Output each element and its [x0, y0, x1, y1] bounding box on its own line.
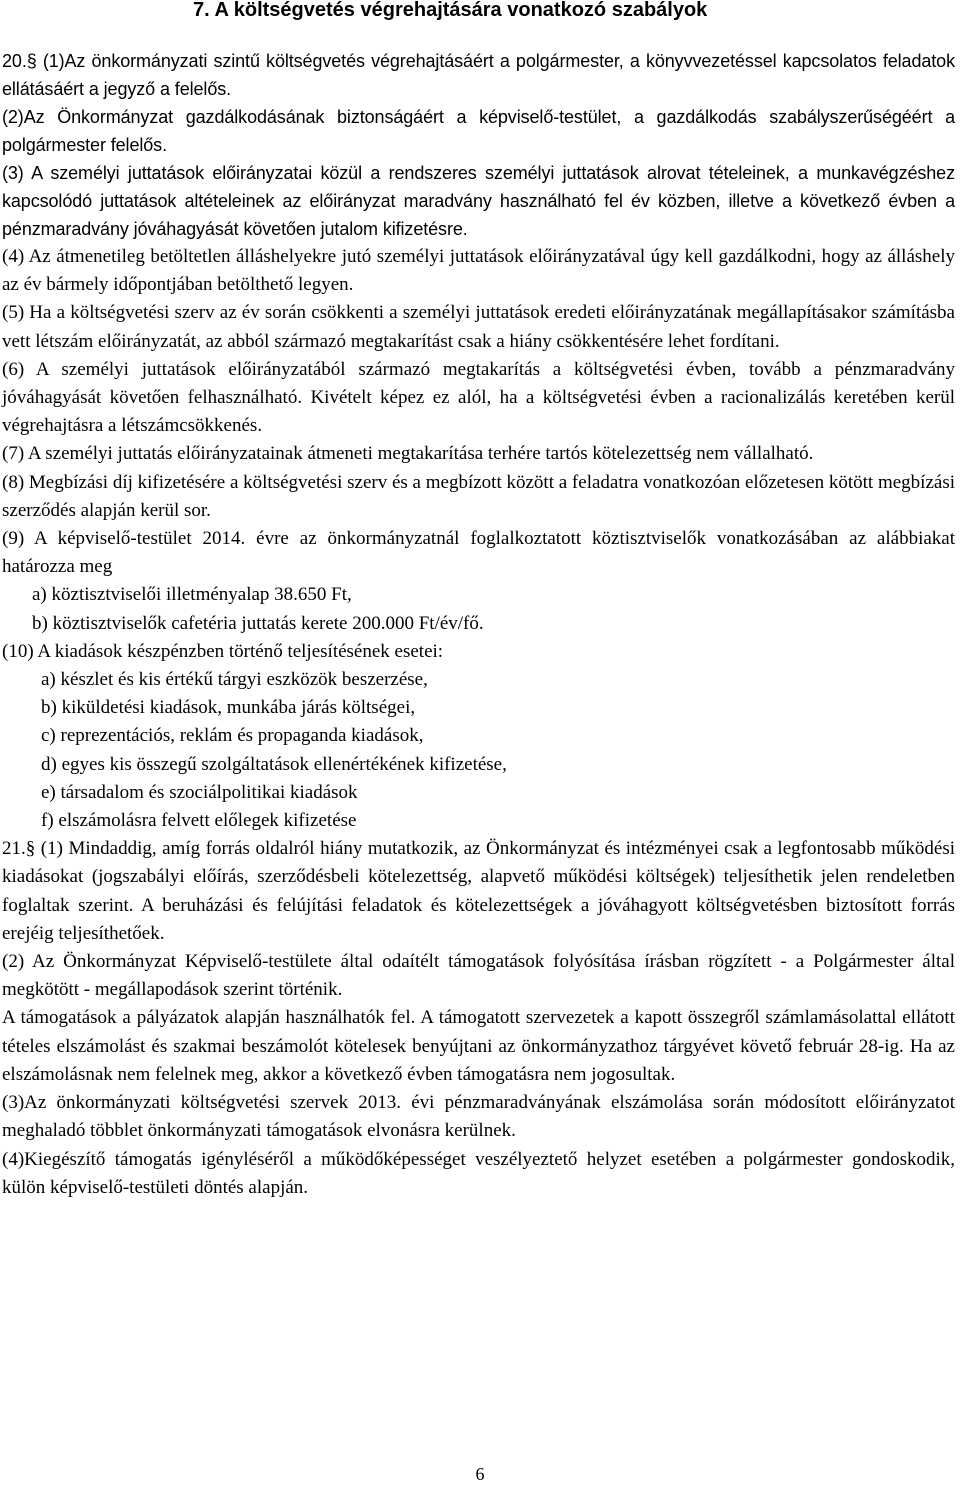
document-body	[2, 47, 955, 1202]
paragraph-21-1: 21.§ (1) Mindaddig, amíg forrás oldalról hiány mutatkozik, az Önkormányzat és intézményei csak a legfontosabb működési kiadásokat (jogszabályi előírás, szerződésbeli kötelezettség, alapvető működési költségek) teljesíthetik jelen rendeletben foglaltak szerint. A beruházási és felújítási feladatok és kötelezettségek a jóváhagyott költségvetésben biztosított forrás erejéig teljesíthetőek.	[2, 838, 955, 944]
paragraph-20-3: (3) A személyi juttatások előirányzatai közül a rendszeres személyi juttatások alrovat tételeinek, a munkavégzéshez kapcsolódó juttatások altételeinek az előirányzat maradvány használható fel év közben, illetve a következő évben a pénzmaradvány jóváhagyását követően jutalom kifizetésre.	[2, 163, 955, 239]
paragraph-20-1: 20.§ (1)Az önkormányzati szintű költségvetés végrehajtásáért a polgármester, a könyvvezetéssel kapcsolatos feladatok ellátásáért a jegyző a felelős.	[2, 51, 955, 99]
paragraph-20-6: (6) A személyi juttatások előirányzatából származó megtakarítás a költségvetési évben, tovább a pénzmaradvány jóváhagyását követően felhasználható. Kivételt képez ez alól, ha a költségvetési évben a racionalizálás keretében kerül végrehajtásra a létszámcsökkenés.	[2, 358, 955, 437]
list-item-10e: e) társadalom és szociálpolitikai kiadások	[41, 781, 358, 803]
paragraph-21-2: (2) Az Önkormányzat Képviselő-testülete által odaítélt támogatások folyósítása írásban rögzített - a Polgármester által megkötött - megállapodások szerint történik.	[2, 951, 955, 1001]
paragraph-21-4: (4)Kiegészítő támogatás igényléséről a működőképességet veszélyeztető helyzet esetében a polgármester gondoskodik, külön képviselő-testületi döntés alapján.	[2, 1148, 955, 1198]
list-item-10d: d) egyes kis összegű szolgáltatások ellenértékének kifizetése,	[41, 753, 507, 775]
list-item-10c: c) reprezentációs, reklám és propaganda kiadások,	[41, 725, 424, 747]
paragraph-20-4: (4) Az átmenetileg betöltetlen álláshelyekre jutó személyi juttatások előirányzatával úgy kell gazdálkodni, hogy az álláshely az év bármely időpontjában betölthető legyen.	[2, 246, 955, 296]
paragraph-20-8: (8) Megbízási díj kifizetésére a költségvetési szerv és a megbízott között a feladatra vonatkozóan előzetesen kötött megbízási szerződés alapján kerül sor.	[2, 471, 955, 521]
section-heading: 7. A költségvetés végrehajtására vonatkozó szabályok	[193, 0, 708, 21]
paragraph-21-3: (3)Az önkormányzati költségvetési szervek 2013. évi pénzmaradványának elszámolása során módosított előirányzatot meghaladó többlet önkormányzati támogatások elvonásra kerülnek.	[2, 1092, 955, 1142]
list-item-10a: a) készlet és kis értékű tárgyi eszközök beszerzése,	[41, 669, 428, 691]
paragraph-20-2: (2)Az Önkormányzat gazdálkodásának biztonságáért a képviselő-testület, a gazdálkodás szabályszerűségéért a polgármester felelős.	[2, 107, 955, 155]
page-number: 6	[475, 1464, 485, 1484]
paragraph-21-2-cont: A támogatások a pályázatok alapján használhatók fel. A támogatott szervezetek a kapott összegről számlamásolattal ellátott tételes elszámolást és szakmai beszámolót kötelesek benyújtani az önkormányzathoz tárgyévet követő február 28-ig. Ha az elszámolásnak nem felelnek meg, akkor a következő évben támogatásra nem jogosultak.	[2, 1007, 955, 1085]
paragraph-20-7: (7) A személyi juttatás előirányzatainak átmeneti megtakarítása terhére tartós kötelezettség nem vállalható.	[2, 443, 814, 465]
paragraph-20-5: (5) Ha a költségvetési szerv az év során csökkenti a személyi juttatások eredeti előirányzatának megállapításakor számításba vett létszám előirányzatát, az abból származó megtakarítást csak a hiány csökkentésére lehet fordítani.	[2, 302, 955, 352]
paragraph-20-10: (10) A kiadások készpénzben történő teljesítésének esetei:	[2, 640, 444, 662]
list-item-10b: b) kiküldetési kiadások, munkába járás költségei,	[41, 697, 416, 719]
list-item-9a: a) köztisztviselői illetményalap 38.650 Ft,	[32, 584, 352, 606]
list-item-9b: b) köztisztviselők cafetéria juttatás kerete 200.000 Ft/év/fő.	[32, 612, 484, 634]
list-item-10f: f) elszámolásra felvett előlegek kifizetése	[41, 810, 357, 832]
paragraph-20-9: (9) A képviselő-testület 2014. évre az önkormányzatnál foglalkoztatott köztisztviselők vonatkozásában az alábbiakat határozza meg	[2, 528, 955, 578]
